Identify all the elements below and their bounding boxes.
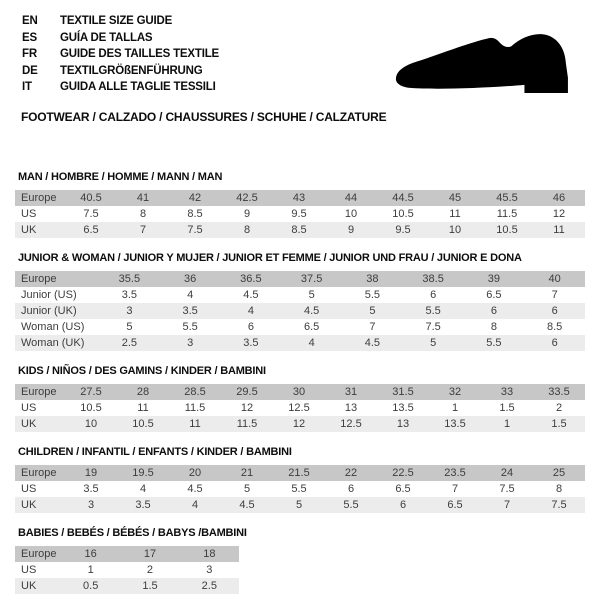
language-code: FR [22, 48, 37, 61]
size-cell: 6 [347, 483, 355, 495]
size-cell: 6 [551, 337, 558, 349]
size-cell: 9 [243, 208, 251, 220]
language-code: ES [22, 31, 37, 44]
size-cell: 12 [240, 402, 254, 414]
size-cell: 1 [503, 418, 511, 430]
size-cell: 11.5 [236, 418, 258, 430]
size-table [15, 384, 585, 432]
size-row [15, 222, 585, 238]
language-label: GUIDA ALLE TAGLIE TESSILI [60, 81, 216, 94]
size-cell: 4.5 [239, 499, 255, 511]
size-cell: 12 [552, 208, 566, 220]
size-cell: 40 [548, 273, 561, 285]
row-label: Europe [21, 273, 57, 285]
language-list [22, 13, 219, 96]
size-cell: 7 [451, 483, 459, 495]
size-table-section [15, 171, 585, 238]
size-cell: 3.5 [243, 337, 259, 349]
size-cell: 5.5 [486, 337, 502, 349]
size-cell: 6.5 [395, 483, 411, 495]
size-cell: 42.5 [236, 192, 258, 204]
row-label: Europe [21, 386, 57, 398]
language-row [22, 13, 219, 30]
size-cell: 46 [552, 192, 566, 204]
size-table-title: CHILDREN / INFANTIL / ENFANTS / KINDER / BAMBINI [18, 446, 292, 458]
size-cell: 6.5 [447, 499, 463, 511]
row-label: Europe [21, 192, 57, 204]
row-label: UK [21, 580, 37, 592]
size-cell: 4.5 [187, 483, 203, 495]
size-cell: 7.5 [83, 208, 99, 220]
size-row [15, 319, 585, 335]
size-cell: 29.5 [236, 386, 258, 398]
size-cell: 10.5 [80, 402, 102, 414]
size-row [15, 287, 585, 303]
size-cell: 7.5 [499, 483, 515, 495]
size-cell: 12.5 [288, 402, 310, 414]
size-table [15, 546, 239, 594]
row-label: Junior (US) [21, 289, 77, 301]
size-row [15, 335, 585, 351]
size-cell: 3 [187, 337, 194, 349]
size-cell: 6.5 [303, 321, 320, 333]
size-cell: 1 [451, 402, 459, 414]
size-header-row [15, 546, 239, 562]
size-cell: 8.5 [291, 224, 307, 236]
size-cell: 8 [555, 483, 563, 495]
size-cell: 5.5 [343, 499, 359, 511]
size-table-title: BABIES / BEBÉS / BÉBÉS / BABYS /BAMBINI [18, 527, 247, 539]
size-cell: 2.5 [201, 580, 217, 592]
size-cell: 23.5 [444, 467, 466, 479]
size-cell: 4.5 [303, 305, 320, 317]
size-cell: 10 [344, 208, 358, 220]
size-cell: 13.5 [444, 418, 466, 430]
size-cell: 11 [449, 208, 461, 220]
size-cell: 22.5 [392, 467, 414, 479]
row-label: Junior (UK) [21, 305, 77, 317]
language-code: EN [22, 15, 38, 27]
size-row [15, 497, 585, 513]
size-cell: 6 [247, 321, 254, 333]
size-cell: 28.5 [184, 386, 206, 398]
size-cell: 35.5 [118, 273, 141, 285]
size-cell: 11 [553, 224, 565, 236]
size-cell: 27.5 [80, 386, 102, 398]
language-code: DE [22, 64, 38, 77]
size-cell: 7 [503, 499, 511, 511]
size-cell: 20 [188, 467, 202, 479]
size-cell: 44 [344, 192, 358, 204]
size-cell: 11 [189, 418, 201, 430]
size-row [15, 206, 585, 222]
size-cell: 36 [184, 273, 197, 285]
size-table-section [15, 252, 585, 351]
row-label: US [21, 483, 37, 495]
size-cell: 44.5 [392, 192, 414, 204]
size-cell: 10.5 [132, 418, 154, 430]
size-cell: 10.5 [392, 208, 414, 220]
size-row [15, 416, 585, 432]
row-label: UK [21, 499, 37, 511]
size-cell: 8 [490, 321, 497, 333]
size-cell: 3.5 [83, 483, 99, 495]
size-cell: 5 [369, 305, 376, 317]
size-cell: 11.5 [496, 208, 518, 220]
size-table-title: MAN / HOMBRE / HOMME / MANN / MAN [18, 171, 223, 183]
row-label: Woman (UK) [21, 337, 85, 349]
size-cell: 32 [448, 386, 462, 398]
row-label: US [21, 208, 37, 220]
size-cell: 11 [137, 402, 149, 414]
size-cell: 13.5 [392, 402, 414, 414]
size-cell: 10.5 [496, 224, 518, 236]
language-label: GUÍA DE TALLAS [60, 31, 153, 44]
size-cell: 33 [500, 386, 514, 398]
size-cell: 5 [126, 321, 133, 333]
size-cell: 4 [139, 483, 147, 495]
size-cell: 13 [344, 402, 358, 414]
size-cell: 5.5 [291, 483, 307, 495]
size-cell: 41 [136, 192, 150, 204]
size-cell: 31 [344, 386, 358, 398]
size-cell: 18 [203, 548, 216, 560]
size-cell: 1.5 [142, 580, 158, 592]
size-header-row [15, 190, 585, 206]
size-header-row [15, 465, 585, 481]
size-cell: 4 [187, 289, 194, 301]
size-table [15, 271, 585, 351]
size-cell: 4 [247, 305, 254, 317]
size-cell: 43 [292, 192, 306, 204]
size-cell: 1 [87, 564, 94, 576]
size-cell: 6.5 [486, 289, 502, 301]
size-cell: 1.5 [551, 418, 567, 430]
size-cell: 5 [243, 483, 251, 495]
size-table-section [15, 527, 585, 594]
language-label: GUIDE DES TAILLES TEXTILE [60, 48, 219, 61]
size-cell: 3.5 [121, 289, 138, 301]
size-cell: 16 [84, 548, 97, 560]
size-row [15, 303, 585, 319]
size-cell: 40.5 [80, 192, 102, 204]
size-cell: 7 [139, 224, 147, 236]
size-cell: 6.5 [83, 224, 99, 236]
size-cell: 8.5 [187, 208, 203, 220]
language-code: IT [22, 81, 32, 94]
size-table [15, 465, 585, 513]
size-cell: 25 [552, 467, 566, 479]
size-cell: 2 [555, 402, 563, 414]
size-cell: 19.5 [132, 467, 154, 479]
size-cell: 37.5 [300, 273, 323, 285]
size-cell: 4 [191, 499, 199, 511]
row-label: US [21, 564, 37, 576]
size-row [15, 481, 585, 497]
size-table [15, 190, 585, 238]
size-header-row [15, 384, 585, 400]
language-label: TEXTILGRÖßENFÜHRUNG [60, 64, 203, 77]
size-cell: 4.5 [364, 337, 381, 349]
language-row [22, 63, 219, 80]
size-cell: 3 [126, 305, 133, 317]
size-cell: 10 [84, 418, 98, 430]
row-label: UK [21, 418, 37, 430]
size-cell: 4.5 [243, 289, 259, 301]
size-cell: 7 [551, 289, 558, 301]
size-cell: 11.5 [184, 402, 206, 414]
size-row [15, 562, 239, 578]
size-cell: 6 [430, 289, 437, 301]
size-cell: 2.5 [121, 337, 138, 349]
size-table-title: KIDS / NIÑOS / DES GAMINS / KINDER / BAMBINI [18, 365, 266, 377]
size-cell: 5 [308, 289, 315, 301]
size-cell: 9.5 [291, 208, 307, 220]
size-cell: 0.5 [83, 580, 99, 592]
row-label: Europe [21, 548, 57, 560]
size-cell: 7.5 [187, 224, 203, 236]
size-cell: 3 [87, 499, 95, 511]
size-cell: 3 [206, 564, 213, 576]
size-cell: 6 [551, 305, 558, 317]
size-cell: 31.5 [392, 386, 414, 398]
size-cell: 36.5 [240, 273, 262, 285]
size-cell: 5.5 [182, 321, 198, 333]
size-tables [15, 171, 585, 608]
size-cell: 24 [500, 467, 514, 479]
size-cell: 7.5 [425, 321, 441, 333]
size-cell: 21.5 [288, 467, 310, 479]
size-cell: 21 [240, 467, 254, 479]
size-cell: 4 [308, 337, 315, 349]
row-label: Woman (US) [21, 321, 85, 333]
size-table-section [15, 446, 585, 513]
size-cell: 1.5 [499, 402, 515, 414]
size-cell: 7 [369, 321, 376, 333]
size-table-section [15, 365, 585, 432]
size-cell: 13 [396, 418, 410, 430]
size-cell: 8 [139, 208, 147, 220]
size-cell: 5.5 [364, 289, 381, 301]
size-cell: 33.5 [548, 386, 570, 398]
size-cell: 30 [292, 386, 306, 398]
size-cell: 38 [366, 273, 379, 285]
size-cell: 6 [399, 499, 407, 511]
language-row [22, 30, 219, 47]
size-header-row [15, 271, 585, 287]
size-cell: 9.5 [395, 224, 411, 236]
size-row [15, 400, 585, 416]
size-row [15, 578, 239, 594]
size-cell: 9 [347, 224, 355, 236]
size-cell: 3.5 [182, 305, 198, 317]
dress-shoe-silhouette [396, 34, 568, 93]
language-row [22, 46, 219, 63]
language-label: TEXTILE SIZE GUIDE [60, 15, 173, 27]
size-cell: 6 [490, 305, 497, 317]
size-cell: 12.5 [340, 418, 362, 430]
size-cell: 5.5 [425, 305, 441, 317]
size-cell: 19 [84, 467, 98, 479]
size-cell: 45 [448, 192, 462, 204]
size-cell: 12 [292, 418, 306, 430]
size-cell: 22 [344, 467, 358, 479]
size-cell: 3.5 [135, 499, 151, 511]
size-cell: 17 [143, 548, 157, 560]
size-cell: 10 [448, 224, 462, 236]
size-cell: 28 [136, 386, 150, 398]
category-title: FOOTWEAR / CALZADO / CHAUSSURES / SCHUHE / CALZATURE [21, 110, 387, 124]
size-cell: 8 [243, 224, 251, 236]
row-label: UK [21, 224, 37, 236]
dress-shoe-icon [392, 33, 574, 94]
size-cell: 38.5 [422, 273, 444, 285]
row-label: US [21, 402, 37, 414]
language-row [22, 79, 219, 96]
size-cell: 2 [146, 564, 154, 576]
size-cell: 45.5 [496, 192, 518, 204]
size-table-title: JUNIOR & WOMAN / JUNIOR Y MUJER / JUNIOR ET FEMME / JUNIOR UND FRAU / JUNIOR E DONA [18, 252, 522, 264]
size-cell: 5 [295, 499, 303, 511]
size-cell: 7.5 [551, 499, 567, 511]
size-cell: 5 [430, 337, 437, 349]
size-cell: 42 [188, 192, 202, 204]
size-cell: 8.5 [546, 321, 563, 333]
size-cell: 39 [487, 273, 500, 285]
row-label: Europe [21, 467, 57, 479]
